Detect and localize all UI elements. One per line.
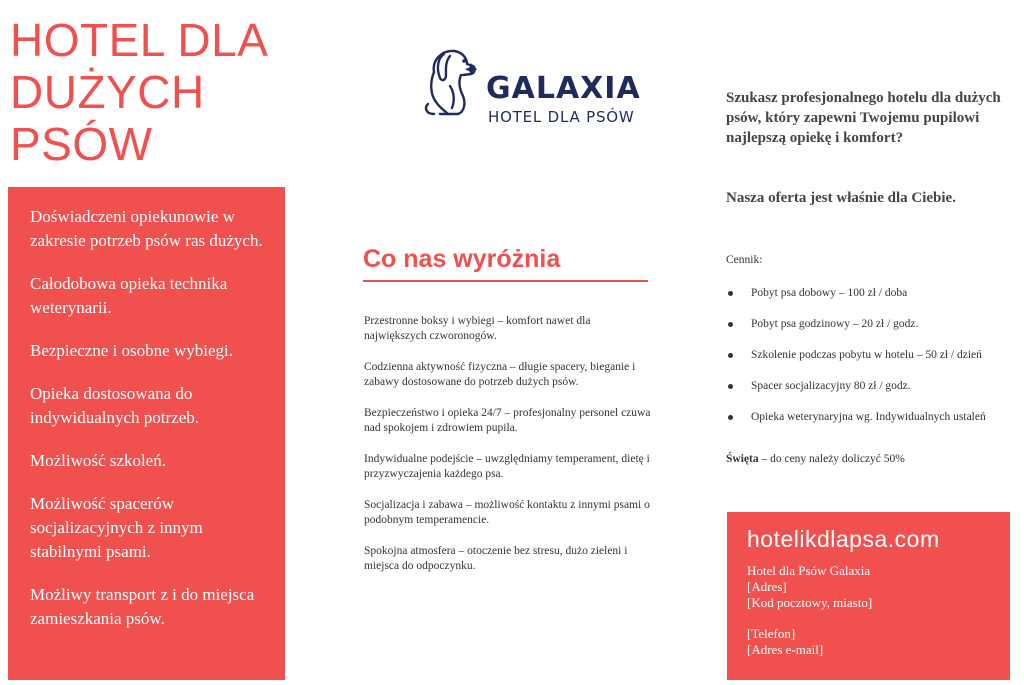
feature-item: Socjalizacja i zabawa – możliwość kontaktu z innymi psami o podobnym temperamencie. [364,499,650,526]
price-list-label: Cennik: [726,254,763,266]
benefit-item: Doświadczeni opiekunowie w zakresie potrzeb psów ras dużych. [30,207,263,250]
contact-phone: [Telefon] [747,626,796,641]
contact-hotel-name: Hotel dla Psów Galaxia [747,563,871,578]
title-line: PSÓW [10,118,153,170]
features-heading: Co nas wyróżnia [363,245,648,282]
contact-postal: [Kod pocztowy, miasto] [747,595,873,610]
website-link[interactable]: hotelikdlapsa.com [747,526,940,552]
offer-statement: Nasza oferta jest właśnie dla Ciebie. [726,190,956,206]
price-item: Szkolenie podczas pobytu w hotelu – 50 zł / dzień [726,347,996,363]
price-item: Opieka weterynaryjna wg. Indywidualnych ustaleń [726,409,996,425]
benefit-item: Opieka dostosowana do indywidualnych potrzeb. [30,384,200,427]
feature-item: Spokojna atmosfera – otoczenie bez stresu, dużo zieleni i miejsca do odpoczynku. [364,545,628,572]
contact-panel [727,512,1010,680]
holiday-surcharge [726,453,905,465]
logo-subtitle: HOTEL DLA PSÓW [488,108,635,126]
page-title [10,14,310,170]
intro-question: Szukasz profesjonalnego hotelu dla dużych psów, który zapewni Twojemu pupilowi najlepszą opiekę i komfort? [726,90,1001,146]
logo-name: GALAXIA [486,71,641,106]
title-line: HOTEL DLA [10,14,269,66]
benefits-panel [8,187,285,680]
benefit-item: Możliwy transport z i do miejsca zamieszkania psów. [30,585,255,628]
holiday-text: – do ceny należy doliczyć 50% [758,453,905,465]
contact-email: [Adres e-mail] [747,642,824,657]
price-list [726,285,996,440]
title-line: DUŻYCH [10,66,205,118]
feature-item: Codzienna aktywność fizyczna – długie spacery, bieganie i zabawy dostosowane do potrzeb dużych psów. [364,361,636,388]
contact-spacer [747,611,990,626]
benefit-item: Całodobowa opieka technika weterynarii. [30,274,228,317]
benefit-item: Bezpieczne i osobne wybiegi. [30,341,233,360]
holiday-label: Święta [726,453,759,465]
price-item: Pobyt psa godzinowy – 20 zł / godz. [726,316,996,332]
dog-star-logo-icon [420,42,486,122]
contact-address: [Adres] [747,579,787,594]
feature-item: Przestronne boksy i wybiegi – komfort nawet dla największych czworonogów. [364,315,591,342]
features-list [364,314,654,590]
price-item: Spacer socjalizacyjny 80 zł / godz. [726,378,996,394]
feature-item: Indywidualne podejście – uwzględniamy temperament, dietę i przyzwyczajenia każdego psa. [364,453,650,480]
feature-item: Bezpieczeństwo i opieka 24/7 – profesjonalny personel czuwa nad spokojem i zdrowiem pupila. [364,407,651,434]
benefit-item: Możliwość szkoleń. [30,451,166,470]
galaxia-logo [420,42,650,132]
price-item: Pobyt psa dobowy – 100 zł / doba [726,285,996,301]
benefit-item: Możliwość spacerów socjalizacyjnych z innym stabilnymi psami. [30,494,203,561]
